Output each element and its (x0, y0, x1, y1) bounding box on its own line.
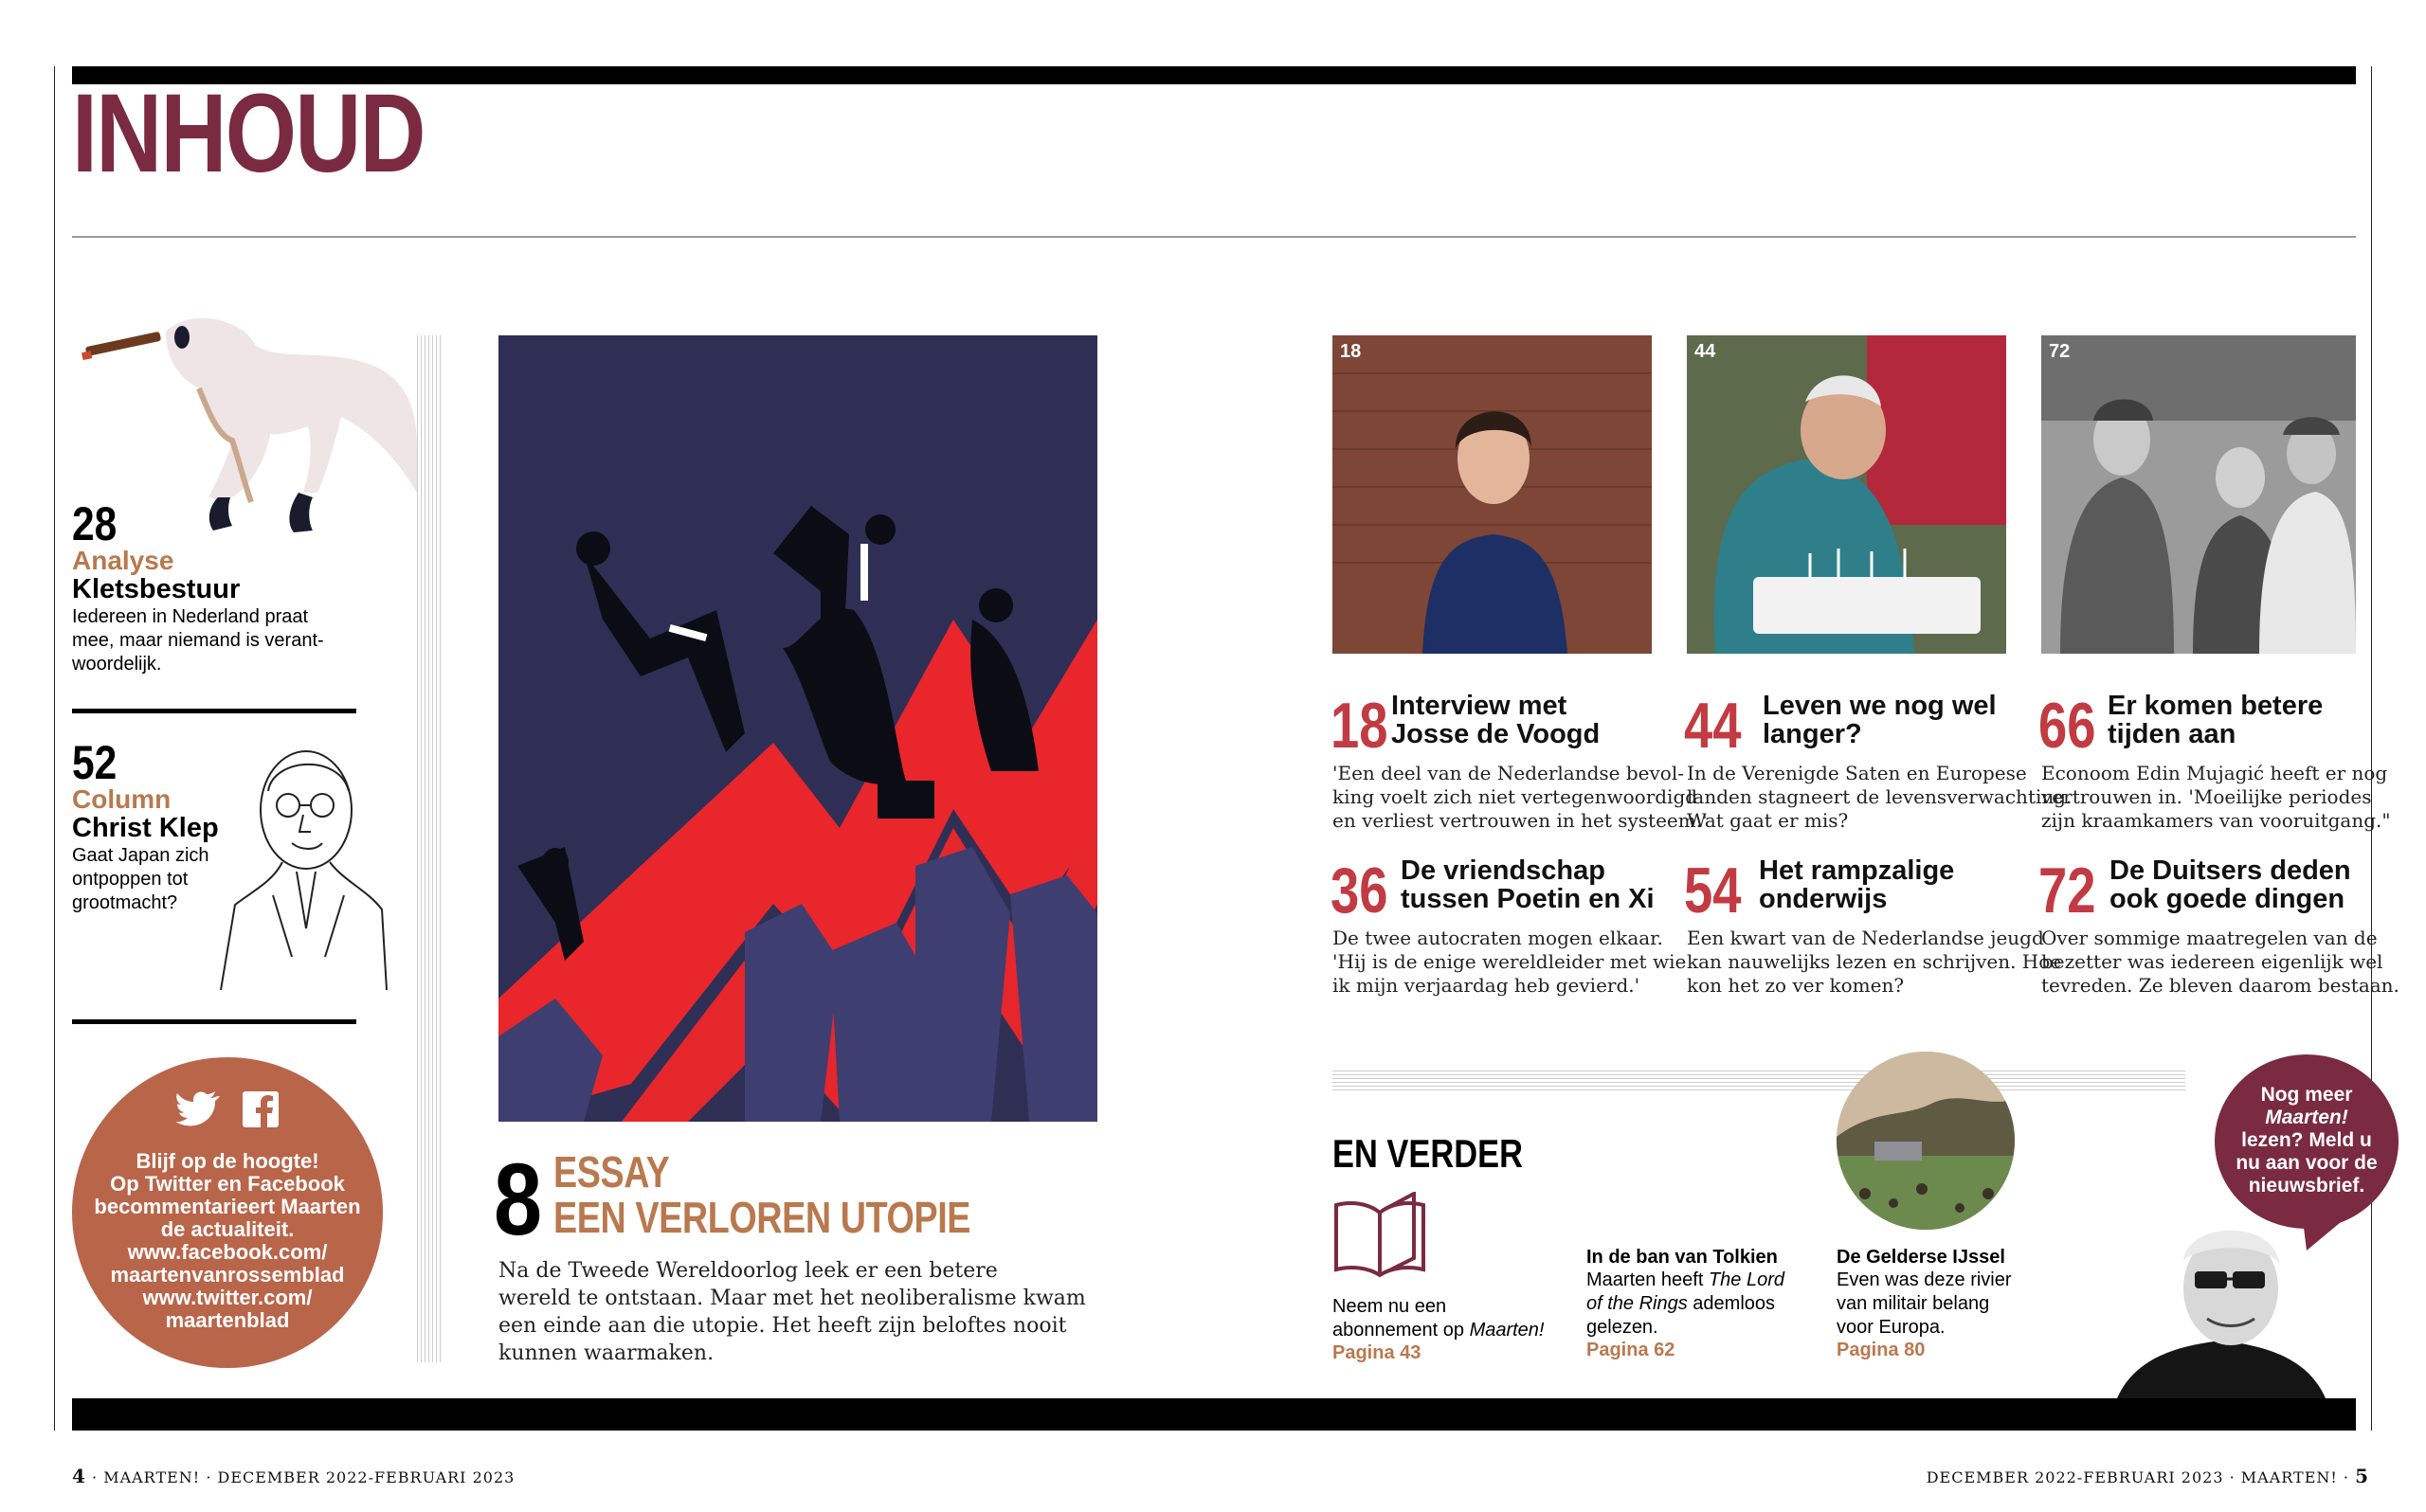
story-headline[interactable]: Interview met Josse de Voogd (1391, 691, 1601, 749)
twitter-link-cont[interactable]: maartenblad (165, 1308, 290, 1332)
left-divider-1 (72, 709, 356, 713)
story-headline[interactable]: De Duitsers deden ook goede dingen (2109, 855, 2351, 914)
story-description: Over sommige maatregelen van de bezetter was iedereen eigenlijk wel tevreden. Ze bleven daarom bestaan. (2041, 927, 2399, 997)
en-verder-item-tolkien[interactable]: In de ban van Tolkien Maarten heeft The Lord of the Rings ademloos gelezen. Pagina 62 (1586, 1247, 1785, 1360)
essay-headline[interactable]: EEN VERLOREN UTOPIE (553, 1193, 971, 1242)
photo-birthday-cake[interactable] (1687, 335, 2006, 654)
analyse-headline[interactable]: Kletsbestuur (72, 574, 241, 604)
footer-left: 4 · MAARTEN! · DECEMBER 2022-FEBRUARI 2023 (72, 1465, 516, 1487)
en-verder-page: Pagina 62 (1586, 1340, 1675, 1360)
story-headline[interactable]: De vriendschap tussen Poetin en Xi (1401, 855, 1655, 914)
photo-german-soldiers[interactable] (2041, 335, 2356, 654)
twitter-icon[interactable] (176, 1091, 220, 1127)
left-margin-line (54, 66, 55, 1431)
twitter-link[interactable]: www.twitter.com/ (142, 1286, 313, 1309)
photo-josse-de-voogd[interactable] (1332, 335, 1652, 654)
column-divider-hatch (417, 335, 442, 1362)
social-icons (72, 1088, 383, 1131)
essay-description: Na de Tweede Wereldoorlog leek er een betere wereld te ontstaan. Maar met het neoliberalisme kwam een einde aan die utopie. Het heeft zijn beloftes nooit kunnen waarmaken. (498, 1259, 1086, 1365)
facebook-link-cont[interactable]: maartenvanrossemblad (110, 1263, 345, 1287)
page-title: INHOUD (72, 71, 425, 196)
masthead-rule (72, 236, 2356, 238)
ijssel-photo-circle[interactable] (1837, 1052, 2015, 1230)
story-page-number: 72 (2038, 855, 2096, 927)
en-verder-title: EN VERDER (1332, 1131, 1523, 1176)
photo-number: 44 (1694, 341, 1716, 362)
left-divider-2 (72, 1019, 356, 1024)
story-page-number: 54 (1684, 855, 1742, 927)
open-book-icon (1332, 1192, 1427, 1279)
columnist-portrait-sketch (216, 739, 391, 995)
story-description: Econoom Edin Mujagić heeft er nog vertrouwen in. 'Moeilijke periodes zijn kraamkamers van vooruitgang." (2041, 762, 2391, 832)
column-description: Gaat Japan zich ontpoppen tot grootmacht? (72, 845, 209, 913)
story-page-number: 18 (1331, 690, 1388, 762)
social-promo-circle (72, 1057, 383, 1368)
essay-illustration[interactable] (498, 335, 1097, 1122)
essay-page-number: 8 (494, 1142, 543, 1256)
story-headline[interactable]: Er komen betere tijden aan (2108, 691, 2324, 749)
en-verder-item-ijssel[interactable]: De Gelderse IJssel Even was deze rivier van militair belang voor Europa. Pagina 80 (1837, 1247, 2012, 1360)
en-verder-page: Pagina 80 (1837, 1340, 1926, 1360)
en-verder-divider-hatch (1332, 1071, 2185, 1093)
column-headline[interactable]: Christ Klep (72, 813, 219, 843)
en-verder-page: Pagina 43 (1332, 1342, 1421, 1363)
essay-kicker: ESSAY (553, 1147, 670, 1197)
monkey-illustration (76, 303, 426, 549)
footer-page-number-left: 4 (72, 1465, 86, 1487)
story-description: 'Een deel van de Nederlandse bevol- king voelt zich niet vertegenwoordigd en verliest vertrouwen in het systeem.' (1332, 762, 1708, 832)
analyse-kicker: Analyse (72, 546, 174, 575)
footer-right: DECEMBER 2022-FEBRUARI 2023 · MAARTEN! · 5 (1926, 1465, 2369, 1487)
photo-number: 72 (2049, 341, 2071, 362)
maarten-portrait (2117, 1213, 2326, 1398)
facebook-icon[interactable] (243, 1091, 279, 1127)
column-kicker: Column (72, 784, 172, 814)
facebook-link[interactable]: www.facebook.com/ (127, 1240, 328, 1264)
story-description: De twee autocraten mogen elkaar. 'Hij is de enige wereldleider met wie ik mijn verjaardag heb gevierd.' (1332, 927, 1687, 997)
story-description: In de Verenigde Saten en Europese landen stagneert de levensverwachting. Wat gaat er mis? (1687, 762, 2073, 832)
column-page-number: 52 (72, 736, 118, 789)
analyse-page-number: 28 (72, 497, 118, 550)
story-page-number: 36 (1331, 855, 1388, 927)
story-page-number: 66 (2038, 690, 2096, 762)
bottom-bar (72, 1398, 2356, 1431)
social-promo-text: Blijf op de hoogte! Op Twitter en Facebook becommentarieert Maarten de actualiteit. www.facebook.com/ maartenvanrossemblad www.twitter.com/ maartenblad (72, 1150, 383, 1332)
story-description: Een kwart van de Nederlandse jeugd kan nauwelijks lezen en schrijven. Hoe kon het zo ver komen? (1687, 927, 2062, 997)
newsletter-bubble-text: Nog meer Maarten! lezen? Meld u nu aan voor de nieuwsbrief. (2236, 1084, 2378, 1197)
photo-number: 18 (1340, 341, 1362, 362)
footer-page-number-right: 5 (2355, 1465, 2369, 1487)
story-headline[interactable]: Het rampzalige onderwijs (1759, 855, 1955, 914)
analyse-description: Iedereen in Nederland praat mee, maar niemand is verant- woordelijk. (72, 606, 324, 675)
en-verder-item-subscription[interactable]: Neem nu een abonnement op Maarten! Pagina 43 (1332, 1296, 1545, 1363)
story-page-number: 44 (1684, 690, 1742, 762)
story-headline[interactable]: Leven we nog wel langer? (1763, 691, 1997, 749)
